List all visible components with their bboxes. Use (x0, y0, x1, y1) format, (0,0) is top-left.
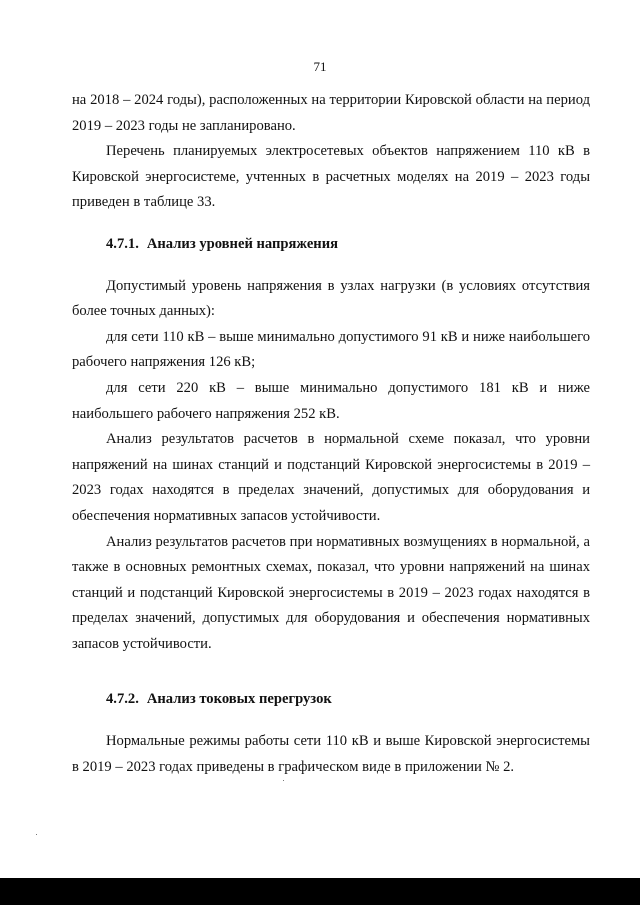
page-body (72, 88, 590, 780)
section-number: 4.7.1. (106, 235, 139, 252)
section-number: 4.7.2. (106, 691, 139, 708)
paragraph-220kv-limits: для сети 220 кВ – выше минимально допустимого 181 кВ и ниже наибольшего рабочего напряжения 252 кВ. (72, 379, 590, 422)
paragraph-allowed-level: Допустимый уровень напряжения в узлах нагрузки (в условиях отсутствия более точных данных): (72, 277, 590, 320)
paragraph-normal-scheme-analysis: Анализ результатов расчетов в нормальной схеме показал, что уровни напряжений на шинах станций и подстанций Кировской энергосистемы в 2019 – 2023 годах находятся в пределах значений, допустимых для оборудования и обеспечения нормативных запасов устойчивости. (72, 431, 590, 524)
paragraph-continuation: на 2018 – 2024 годы), расположенных на территории Кировской области на период 2019 – 2023 годы не запланировано. (72, 92, 590, 134)
page-number: 71 (313, 59, 327, 74)
section-title: Анализ уровней напряжения (146, 235, 339, 252)
scan-bottom-border (0, 878, 640, 905)
paragraph-110kv-limits: для сети 110 кВ – выше минимально допустимого 91 кВ и ниже наибольшего рабочего напряжения 126 кВ; (72, 328, 590, 371)
section-heading-voltage-levels (72, 232, 590, 258)
paragraph-disturbance-analysis: Анализ результатов расчетов при нормативных возмущениях в нормальной, а также в основных ремонтных схемах, показал, что уровни напряжений на шинах станций и подстанций Кировской энергосистемы в 2019 – 2023 годах находятся в пределах значений, допустимых для оборудования и обеспечения нормативных запасов устойчивости. (72, 533, 590, 652)
paragraph-planned-objects: Перечень планируемых электросетевых объектов напряжением 110 кВ в Кировской энергосистеме, учтенных в расчетных моделях на 2019 – 2023 годы приведен в таблице 33. (72, 143, 590, 211)
scan-speck (283, 780, 284, 781)
section-title: Анализ токовых перегрузок (146, 691, 332, 708)
scan-speck (36, 834, 37, 835)
paragraph-normal-modes: Нормальные режимы работы сети 110 кВ и выше Кировской энергосистемы в 2019 – 2023 годах приведены в графическом виде в приложении № 2. (72, 733, 590, 775)
section-heading-current-overloads (72, 687, 590, 713)
